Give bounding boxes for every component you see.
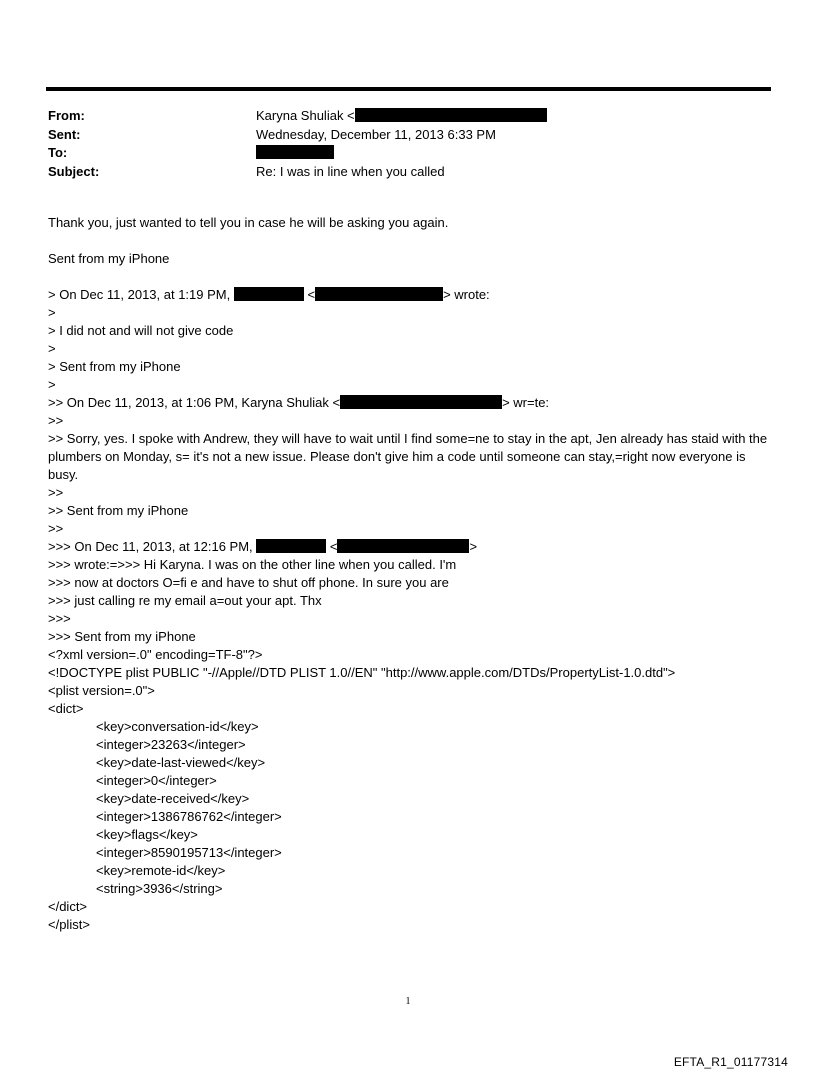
quote-header-text: >> On Dec 11, 2013, at 1:06 PM, Karyna Shuliak < [48, 395, 341, 410]
blank-line [48, 232, 768, 250]
quoted-line [48, 286, 768, 304]
redaction-block [256, 145, 334, 159]
sent-label: Sent: [48, 126, 81, 142]
quote-header-text: > wr=te: [502, 395, 550, 410]
quoted-line: >> Sent from my iPhone [48, 503, 189, 518]
email-body [48, 214, 771, 934]
quoted-line: >> [48, 413, 64, 428]
quoted-line [48, 394, 768, 412]
blank-line [48, 268, 768, 286]
from-label: From: [48, 108, 85, 123]
quoted-line: >> [48, 485, 64, 500]
quote-header-text: >>> On Dec 11, 2013, at 12:16 PM, [48, 539, 257, 554]
quote-header-text: < [303, 287, 316, 302]
page-number: 1 [405, 996, 411, 1007]
redaction-block [315, 287, 443, 301]
document-id: EFTA_R1_01177314 [673, 1055, 788, 1069]
xml-line: </plist> [48, 917, 90, 932]
signature-line: Sent from my iPhone [48, 251, 170, 266]
xml-line: <string>3936</string> [96, 881, 223, 896]
redaction-block [234, 287, 304, 301]
xml-line: <?xml version=.0" encoding=TF-8"?> [48, 647, 263, 662]
subject-row [48, 163, 768, 182]
quoted-line: > [48, 341, 56, 356]
sent-value: Wednesday, December 11, 2013 6:33 PM [256, 126, 496, 142]
quoted-paragraph: >> Sorry, yes. I spoke with Andrew, they will have to wait until I find some=ne to stay in the apt, Jen already has staid with the plumbers on Monday, s= it's not a new issue. Please don't give him a code until someone can stay,=right now everyone is busy. [48, 431, 771, 482]
from-name: Karyna Shuliak < [256, 108, 355, 123]
redaction-block [256, 539, 326, 553]
to-label: To: [48, 145, 68, 160]
xml-line: </dict> [48, 899, 88, 914]
quoted-line: >>> wrote:=>>> Hi Karyna. I was on the other line when you called. I'm [48, 557, 457, 572]
quote-header-text: > On Dec 11, 2013, at 1:19 PM, [48, 287, 234, 302]
xml-line: <integer>8590195713</integer> [96, 845, 282, 860]
quoted-line: > Sent from my iPhone [48, 359, 181, 374]
quoted-line: >>> Sent from my iPhone [48, 629, 196, 644]
subject-value: Re: I was in line when you called [256, 163, 445, 179]
quote-header-text: > [469, 539, 478, 554]
xml-line: <key>date-last-viewed</key> [96, 755, 266, 770]
xml-line: <key>date-received</key> [96, 791, 250, 806]
quoted-line: >>> just calling re my email a=out your apt. Thx [48, 593, 322, 608]
xml-line: <key>conversation-id</key> [96, 719, 259, 734]
header-rule [46, 87, 771, 91]
xml-line: <plist version=.0"> [48, 683, 155, 698]
redaction-block [340, 395, 502, 409]
xml-line: <integer>1386786762</integer> [96, 809, 282, 824]
redaction-block [337, 539, 469, 553]
email-header [48, 107, 768, 181]
quoted-line: > [48, 377, 56, 392]
xml-line: <!DOCTYPE plist PUBLIC "-//Apple//DTD PLIST 1.0//EN" "http://www.apple.com/DTDs/PropertyList-1.0.dtd"> [48, 665, 676, 680]
sent-row [48, 126, 768, 145]
quoted-line: >>> now at doctors O=fi e and have to shut off phone. In sure you are [48, 575, 449, 590]
from-row [48, 107, 768, 126]
redaction-block [355, 108, 547, 122]
quoted-line: > I did not and will not give code [48, 323, 234, 338]
xml-line: <integer>0</integer> [96, 773, 217, 788]
from-value [256, 107, 547, 126]
xml-line: <integer>23263</integer> [96, 737, 246, 752]
quoted-line: > [48, 305, 56, 320]
quoted-line: >>> [48, 611, 71, 626]
xml-line: <key>flags</key> [96, 827, 198, 842]
xml-line: <dict> [48, 701, 84, 716]
xml-line: <key>remote-id</key> [96, 863, 226, 878]
body-paragraph: Thank you, just wanted to tell you in case he will be asking you again. [48, 215, 449, 230]
quote-header-text: < [326, 539, 338, 554]
quoted-line: >> [48, 521, 64, 536]
subject-label: Subject: [48, 163, 100, 179]
to-value [256, 144, 334, 163]
quote-header-text: > wrote: [443, 287, 490, 302]
quoted-line [48, 538, 768, 556]
to-row [48, 144, 768, 163]
